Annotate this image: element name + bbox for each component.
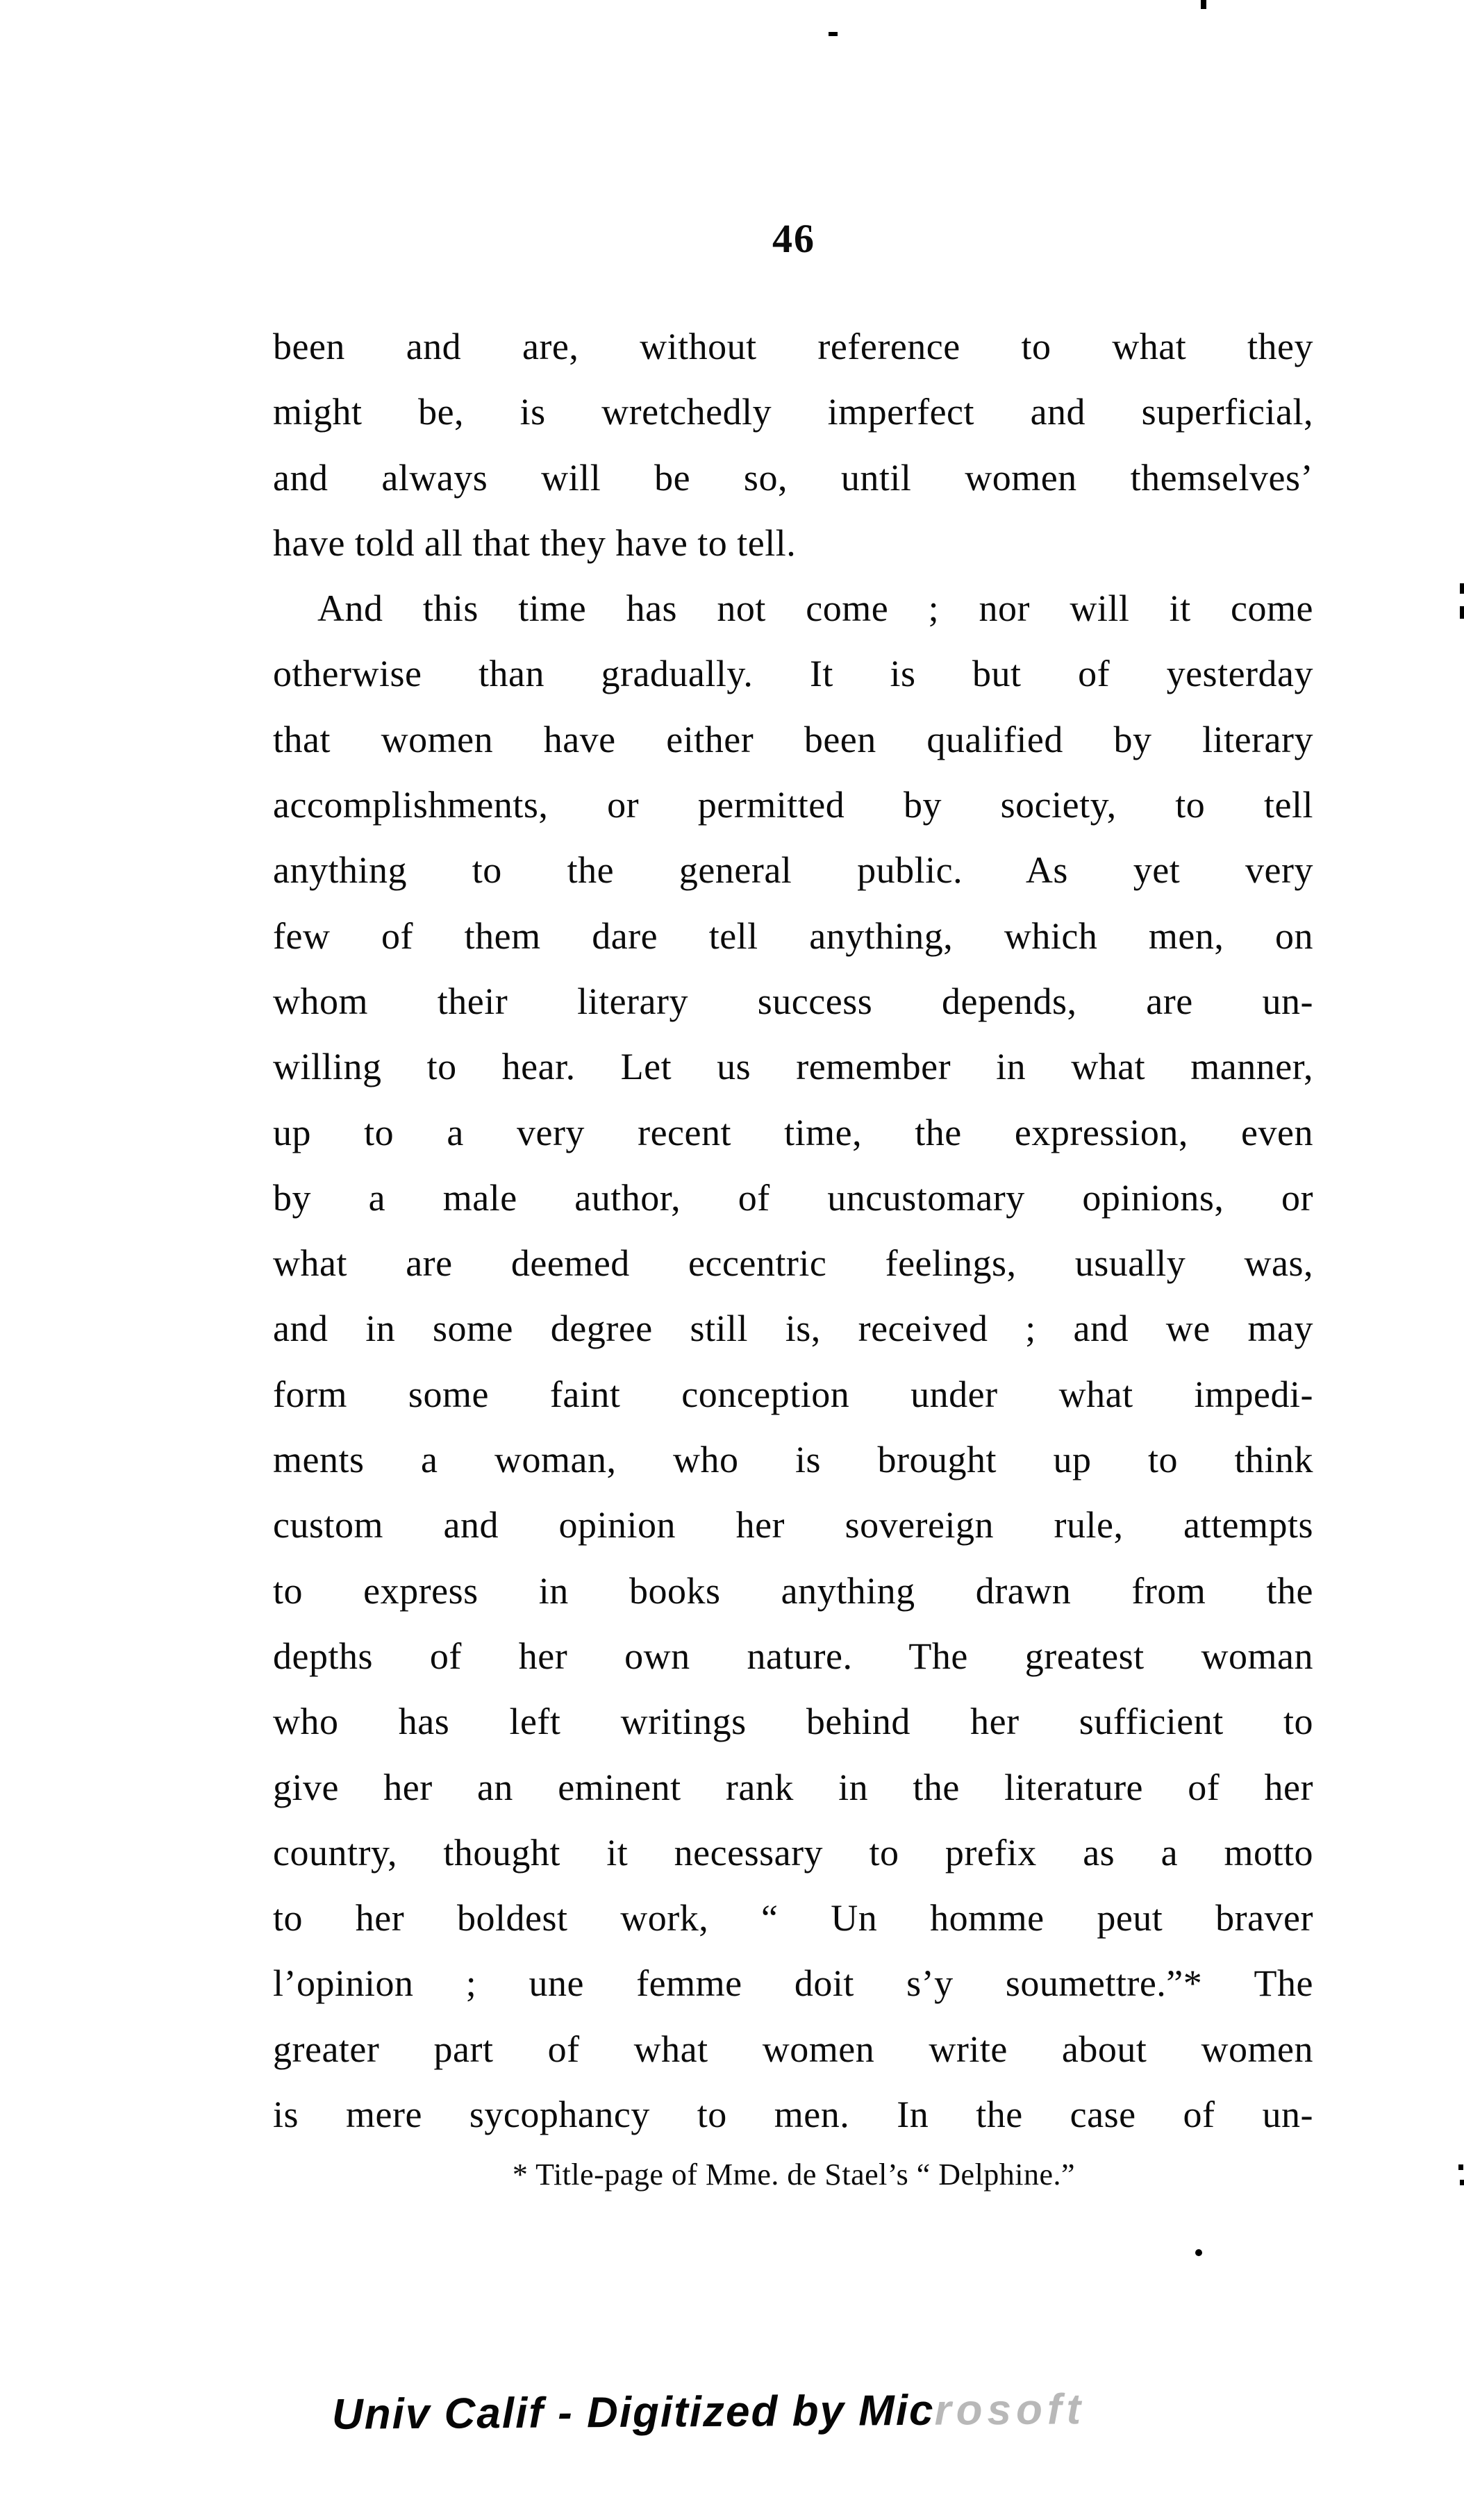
text-line: l’opinion ; une femme doit s’y soumettre.”* The (273, 1962, 1313, 2005)
body-text-block (273, 314, 1313, 2147)
text-line-paragraph-start: And this time has not come ; nor will it come (317, 587, 1313, 630)
text-line: to her boldest work, “ Un homme peut braver (273, 1897, 1313, 1939)
scan-artifact-top-dash (829, 32, 838, 36)
watermark-visible-text: Univ Calif - Digitized by Mic (331, 2386, 935, 2439)
text-line: willing to hear. Let us remember in what manner, (273, 1046, 1313, 1088)
scan-artifact-right-edge-dot (1460, 2180, 1464, 2185)
scan-artifact-stray-dot (1195, 2249, 1202, 2256)
page-number: 46 (772, 216, 815, 261)
text-line: accomplishments, or permitted by society, to tell (273, 784, 1313, 826)
text-line: might be, is wretchedly imperfect and superficial, (273, 391, 1313, 433)
text-line: form some faint conception under what impedi- (273, 1373, 1313, 1415)
text-line: otherwise than gradually. It is but of yesterday (273, 653, 1313, 695)
scan-artifact-top-tick (1201, 0, 1206, 9)
text-line: give her an eminent rank in the literature of her (273, 1766, 1313, 1808)
digitization-watermark (332, 2385, 1086, 2439)
text-line: ments a woman, who is brought up to think (273, 1439, 1313, 1481)
text-line: what are deemed eccentric feelings, usually was, (273, 1242, 1313, 1285)
text-line: that women have either been qualified by literary (273, 718, 1313, 760)
text-line: country, thought it necessary to prefix as a motto (273, 1831, 1313, 1874)
scan-artifact-right-edge-dash (1460, 583, 1464, 594)
text-line: have told all that they have to tell. (273, 521, 797, 564)
text-line: who has left writings behind her sufficient to (273, 1701, 1313, 1743)
text-line: greater part of what women write about women (273, 2028, 1313, 2070)
footnote: * Title-page of Mme. de Stael’s “ Delphine.” (512, 2158, 1076, 2192)
text-line: and always will be so, until women themselves’ (273, 456, 1313, 499)
text-line: been and are, without reference to what they (273, 326, 1313, 367)
text-line: up to a very recent time, the expression, even (273, 1111, 1313, 1153)
text-line: few of them dare tell anything, which men, on (273, 915, 1313, 957)
text-line: whom their literary success depends, are un- (273, 980, 1313, 1022)
text-line: anything to the general public. As yet very (273, 849, 1313, 892)
text-line: is mere sycophancy to men. In the case of un- (273, 2094, 1313, 2136)
watermark-faded-text: rosoft (934, 2385, 1086, 2435)
text-line: and in some degree still is, received ; and we may (273, 1308, 1313, 1350)
text-line: to express in books anything drawn from the (273, 1569, 1313, 1612)
text-line: by a male author, of uncustomary opinions, or (273, 1176, 1313, 1219)
text-line: depths of her own nature. The greatest woman (273, 1635, 1313, 1677)
scan-artifact-right-edge-dot (1458, 2164, 1463, 2170)
text-line: custom and opinion her sovereign rule, attempts (273, 1504, 1313, 1546)
scan-artifact-right-edge-dash (1460, 606, 1464, 619)
